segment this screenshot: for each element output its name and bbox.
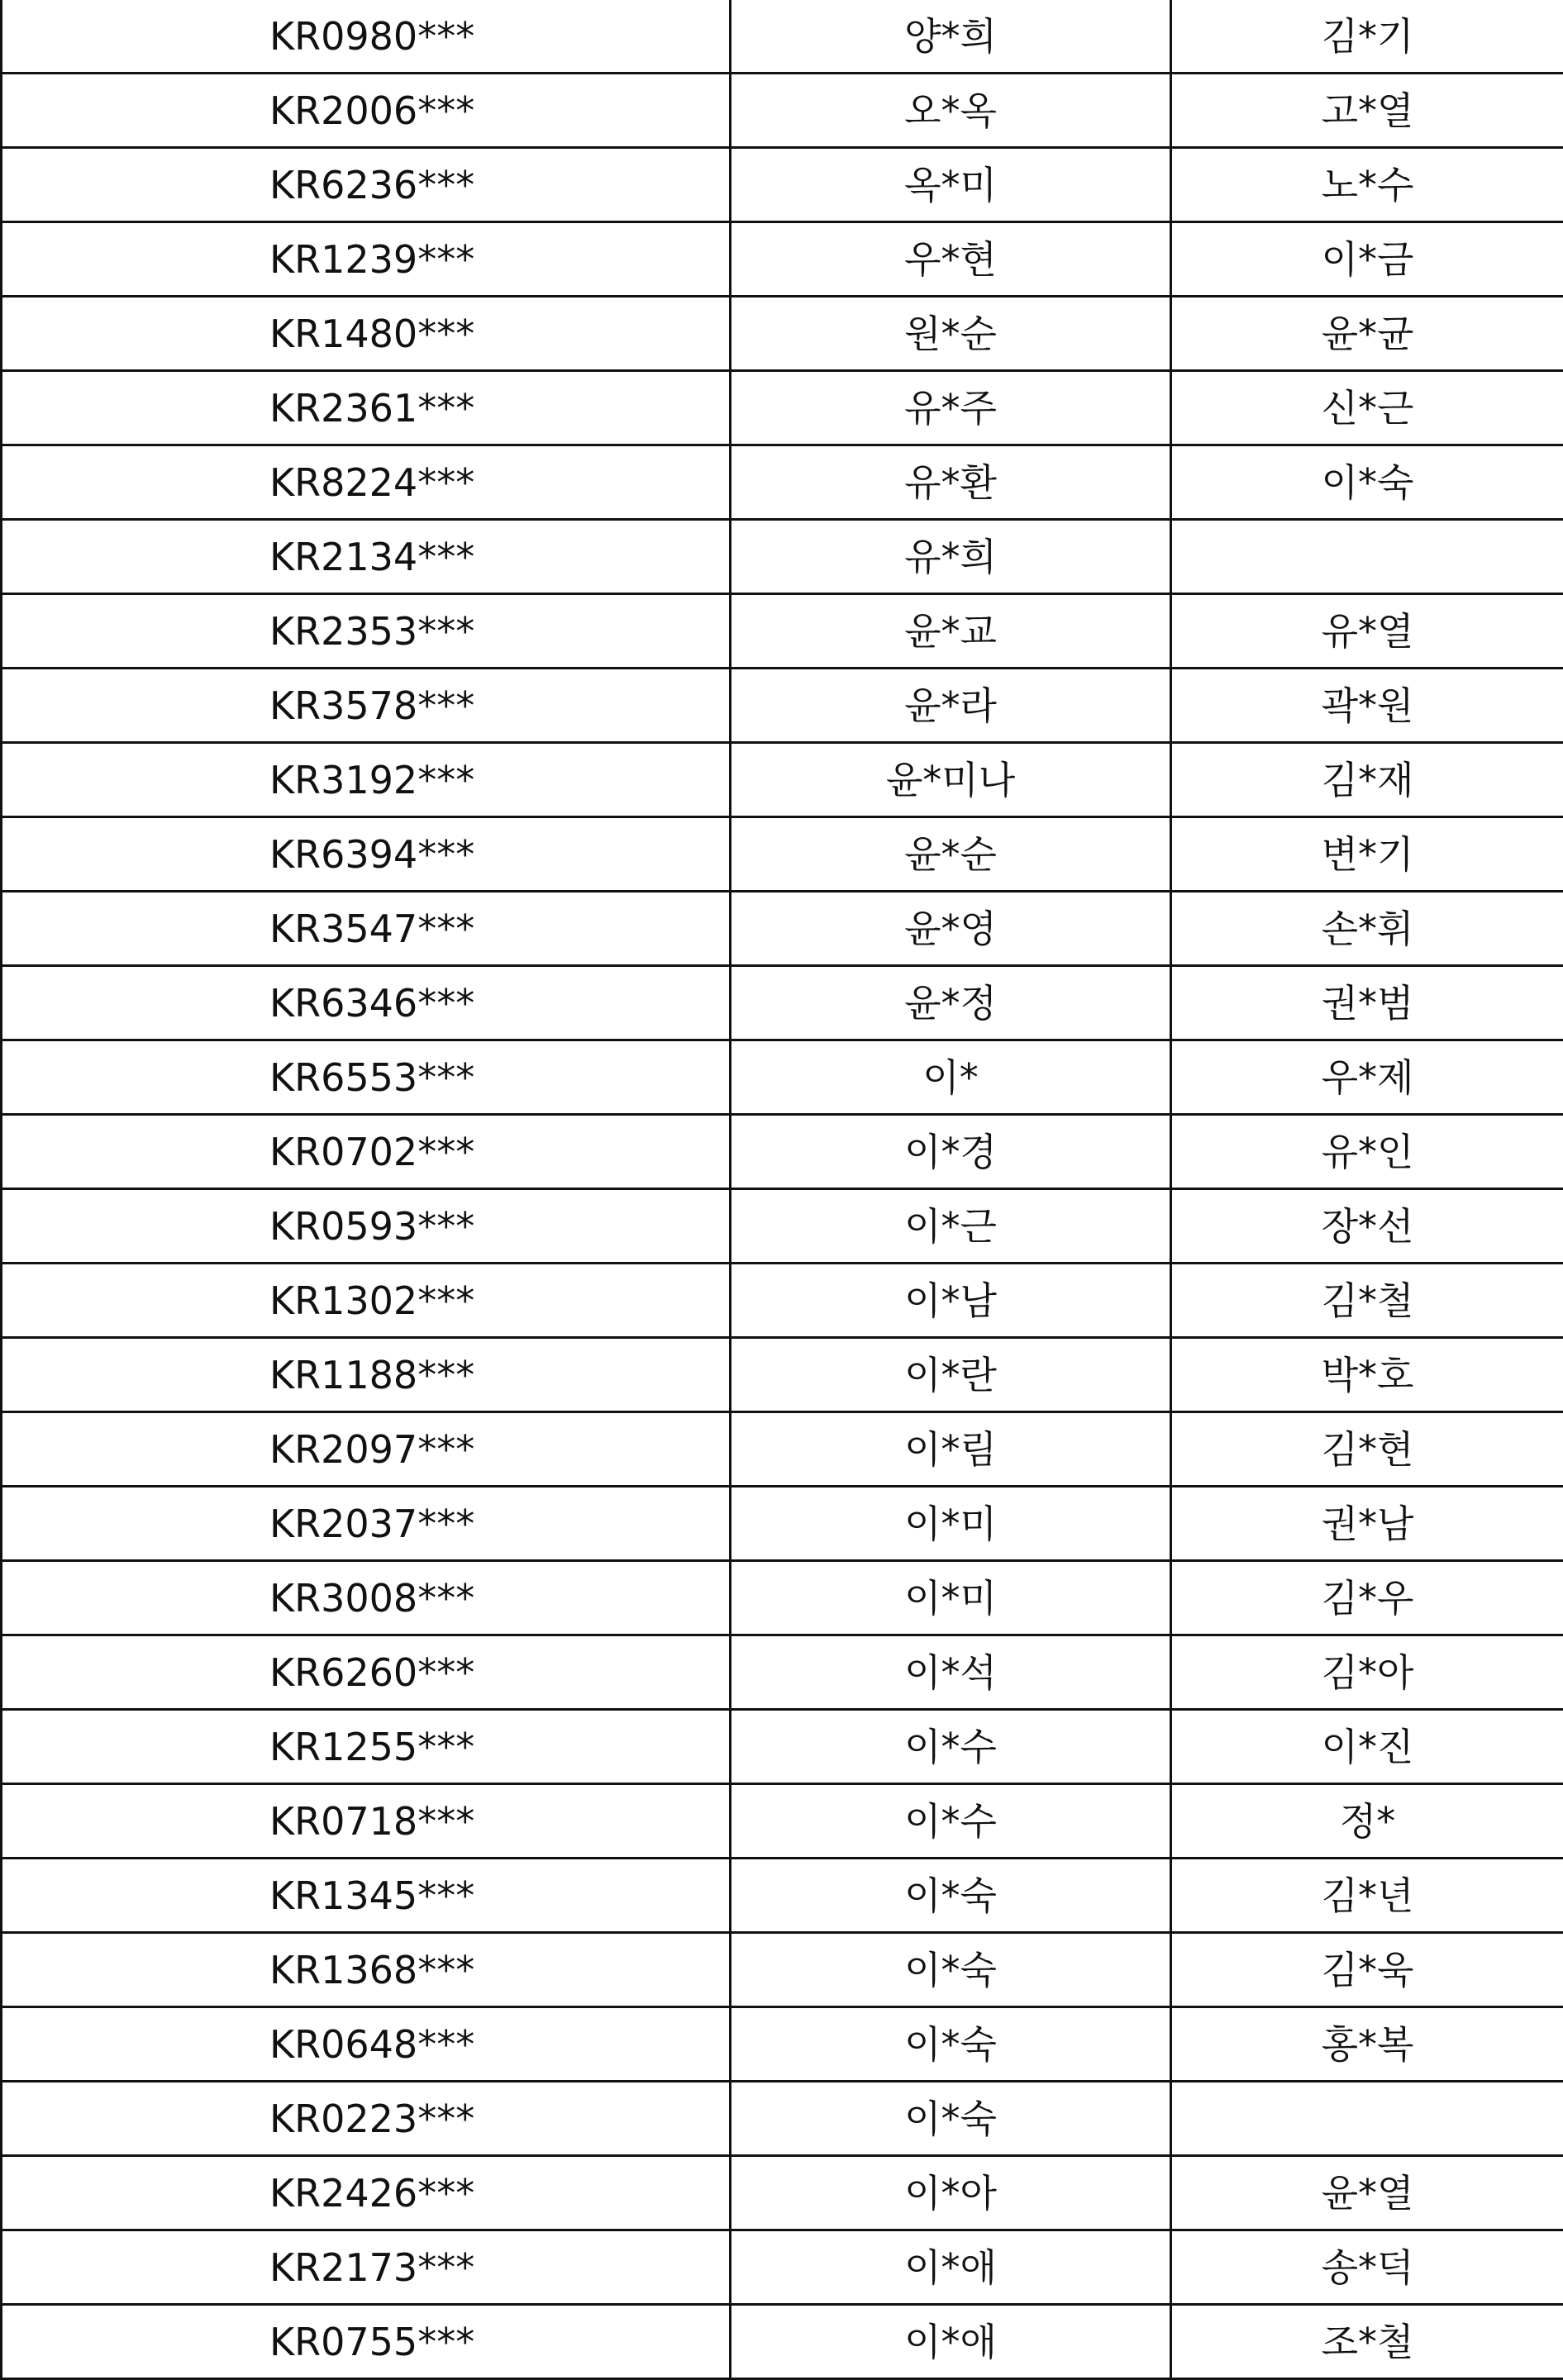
table-row xyxy=(2,892,1563,966)
second-name-cell: 김*욱 xyxy=(1171,1933,1563,2007)
second-name-cell: 곽*원 xyxy=(1171,669,1563,743)
second-name-cell: 장*선 xyxy=(1171,1189,1563,1264)
table-row xyxy=(2,1487,1563,1561)
table-row xyxy=(2,2082,1563,2156)
record-id-cell: KR2361*** xyxy=(2,371,731,445)
table-row xyxy=(2,2156,1563,2230)
name-cell: 윤*정 xyxy=(731,966,1171,1040)
record-id-cell: KR1345*** xyxy=(2,1859,731,1933)
second-name-cell: 변*기 xyxy=(1171,817,1563,892)
table-row xyxy=(2,74,1563,148)
table-row xyxy=(2,1561,1563,1635)
name-cell: 이*경 xyxy=(731,1115,1171,1189)
second-name-cell: 손*휘 xyxy=(1171,892,1563,966)
name-cell: 이*숙 xyxy=(731,1933,1171,2007)
second-name-cell: 김*철 xyxy=(1171,1264,1563,1338)
second-name-cell: 윤*열 xyxy=(1171,2156,1563,2230)
table-row xyxy=(2,520,1563,594)
second-name-cell: 김*우 xyxy=(1171,1561,1563,1635)
second-name-cell: 조*철 xyxy=(1171,2305,1563,2379)
table-row xyxy=(2,966,1563,1040)
table-row xyxy=(2,1784,1563,1859)
table-row xyxy=(2,743,1563,817)
record-id-cell: KR6260*** xyxy=(2,1635,731,1710)
name-cell: 옥*미 xyxy=(731,148,1171,222)
name-cell: 원*순 xyxy=(731,297,1171,371)
record-id-cell: KR0755*** xyxy=(2,2305,731,2379)
table-row xyxy=(2,1189,1563,1264)
table-row xyxy=(2,1115,1563,1189)
record-id-cell: KR6236*** xyxy=(2,148,731,222)
name-cell: 이*아 xyxy=(731,2156,1171,2230)
record-id-cell: KR3192*** xyxy=(2,743,731,817)
table-row xyxy=(2,1710,1563,1784)
record-id-cell: KR6346*** xyxy=(2,966,731,1040)
second-name-cell: 유*열 xyxy=(1171,594,1563,669)
name-cell: 윤*교 xyxy=(731,594,1171,669)
record-id-cell: KR0593*** xyxy=(2,1189,731,1264)
record-id-cell: KR0718*** xyxy=(2,1784,731,1859)
roster-table-body xyxy=(2,0,1563,2379)
record-id-cell: KR1302*** xyxy=(2,1264,731,1338)
name-cell: 이*림 xyxy=(731,1412,1171,1487)
name-cell: 이*수 xyxy=(731,1710,1171,1784)
record-id-cell: KR6553*** xyxy=(2,1040,731,1115)
table-row xyxy=(2,0,1563,74)
second-name-cell: 이*금 xyxy=(1171,222,1563,297)
record-id-cell: KR2097*** xyxy=(2,1412,731,1487)
second-name-cell: 김*기 xyxy=(1171,0,1563,74)
name-cell: 윤*순 xyxy=(731,817,1171,892)
second-name-cell: 고*열 xyxy=(1171,74,1563,148)
name-cell: 유*희 xyxy=(731,520,1171,594)
table-row xyxy=(2,1933,1563,2007)
second-name-cell xyxy=(1171,2082,1563,2156)
record-id-cell: KR0648*** xyxy=(2,2007,731,2082)
table-row xyxy=(2,1338,1563,1412)
record-id-cell: KR1188*** xyxy=(2,1338,731,1412)
table-row xyxy=(2,817,1563,892)
name-cell: 이*수 xyxy=(731,1784,1171,1859)
second-name-cell: 이*숙 xyxy=(1171,445,1563,520)
table-row xyxy=(2,1412,1563,1487)
second-name-cell: 이*진 xyxy=(1171,1710,1563,1784)
name-cell: 이* xyxy=(731,1040,1171,1115)
record-id-cell: KR1255*** xyxy=(2,1710,731,1784)
name-cell: 윤*영 xyxy=(731,892,1171,966)
record-id-cell: KR1239*** xyxy=(2,222,731,297)
second-name-cell: 윤*균 xyxy=(1171,297,1563,371)
name-cell: 양*희 xyxy=(731,0,1171,74)
name-cell: 유*환 xyxy=(731,445,1171,520)
record-id-cell: KR0702*** xyxy=(2,1115,731,1189)
name-cell: 오*옥 xyxy=(731,74,1171,148)
name-cell: 이*란 xyxy=(731,1338,1171,1412)
record-id-cell: KR2353*** xyxy=(2,594,731,669)
table-row xyxy=(2,1859,1563,1933)
table-row xyxy=(2,148,1563,222)
record-id-cell: KR0980*** xyxy=(2,0,731,74)
record-id-cell: KR2426*** xyxy=(2,2156,731,2230)
name-cell: 윤*라 xyxy=(731,669,1171,743)
second-name-cell: 김*재 xyxy=(1171,743,1563,817)
name-cell: 이*애 xyxy=(731,2305,1171,2379)
record-id-cell: KR6394*** xyxy=(2,817,731,892)
second-name-cell: 송*덕 xyxy=(1171,2230,1563,2305)
name-cell: 이*숙 xyxy=(731,1859,1171,1933)
table-row xyxy=(2,1264,1563,1338)
name-cell: 우*현 xyxy=(731,222,1171,297)
name-cell: 이*미 xyxy=(731,1561,1171,1635)
second-name-cell: 신*근 xyxy=(1171,371,1563,445)
name-cell: 이*숙 xyxy=(731,2007,1171,2082)
record-id-cell: KR2006*** xyxy=(2,74,731,148)
record-id-cell: KR2037*** xyxy=(2,1487,731,1561)
second-name-cell: 김*아 xyxy=(1171,1635,1563,1710)
second-name-cell: 김*년 xyxy=(1171,1859,1563,1933)
second-name-cell: 권*남 xyxy=(1171,1487,1563,1561)
record-id-cell: KR2173*** xyxy=(2,2230,731,2305)
table-row xyxy=(2,371,1563,445)
table-row xyxy=(2,2305,1563,2379)
table-row xyxy=(2,222,1563,297)
table-row xyxy=(2,1635,1563,1710)
record-id-cell: KR1368*** xyxy=(2,1933,731,2007)
second-name-cell: 권*범 xyxy=(1171,966,1563,1040)
second-name-cell: 박*호 xyxy=(1171,1338,1563,1412)
second-name-cell: 김*현 xyxy=(1171,1412,1563,1487)
record-id-cell: KR3578*** xyxy=(2,669,731,743)
name-cell: 윤*미나 xyxy=(731,743,1171,817)
table-row xyxy=(2,445,1563,520)
table-row xyxy=(2,2007,1563,2082)
record-id-cell: KR3008*** xyxy=(2,1561,731,1635)
record-id-cell: KR1480*** xyxy=(2,297,731,371)
table-row xyxy=(2,594,1563,669)
name-cell: 이*숙 xyxy=(731,2082,1171,2156)
second-name-cell xyxy=(1171,520,1563,594)
name-cell: 이*미 xyxy=(731,1487,1171,1561)
name-cell: 이*근 xyxy=(731,1189,1171,1264)
table-row xyxy=(2,297,1563,371)
name-cell: 이*애 xyxy=(731,2230,1171,2305)
table-row xyxy=(2,669,1563,743)
table-row xyxy=(2,1040,1563,1115)
record-id-cell: KR3547*** xyxy=(2,892,731,966)
record-id-cell: KR2134*** xyxy=(2,520,731,594)
second-name-cell: 우*제 xyxy=(1171,1040,1563,1115)
second-name-cell: 정* xyxy=(1171,1784,1563,1859)
second-name-cell: 홍*복 xyxy=(1171,2007,1563,2082)
name-cell: 이*석 xyxy=(731,1635,1171,1710)
name-cell: 이*남 xyxy=(731,1264,1171,1338)
record-id-cell: KR0223*** xyxy=(2,2082,731,2156)
record-id-cell: KR8224*** xyxy=(2,445,731,520)
second-name-cell: 유*인 xyxy=(1171,1115,1563,1189)
table-row xyxy=(2,2230,1563,2305)
second-name-cell: 노*수 xyxy=(1171,148,1563,222)
name-cell: 유*주 xyxy=(731,371,1171,445)
